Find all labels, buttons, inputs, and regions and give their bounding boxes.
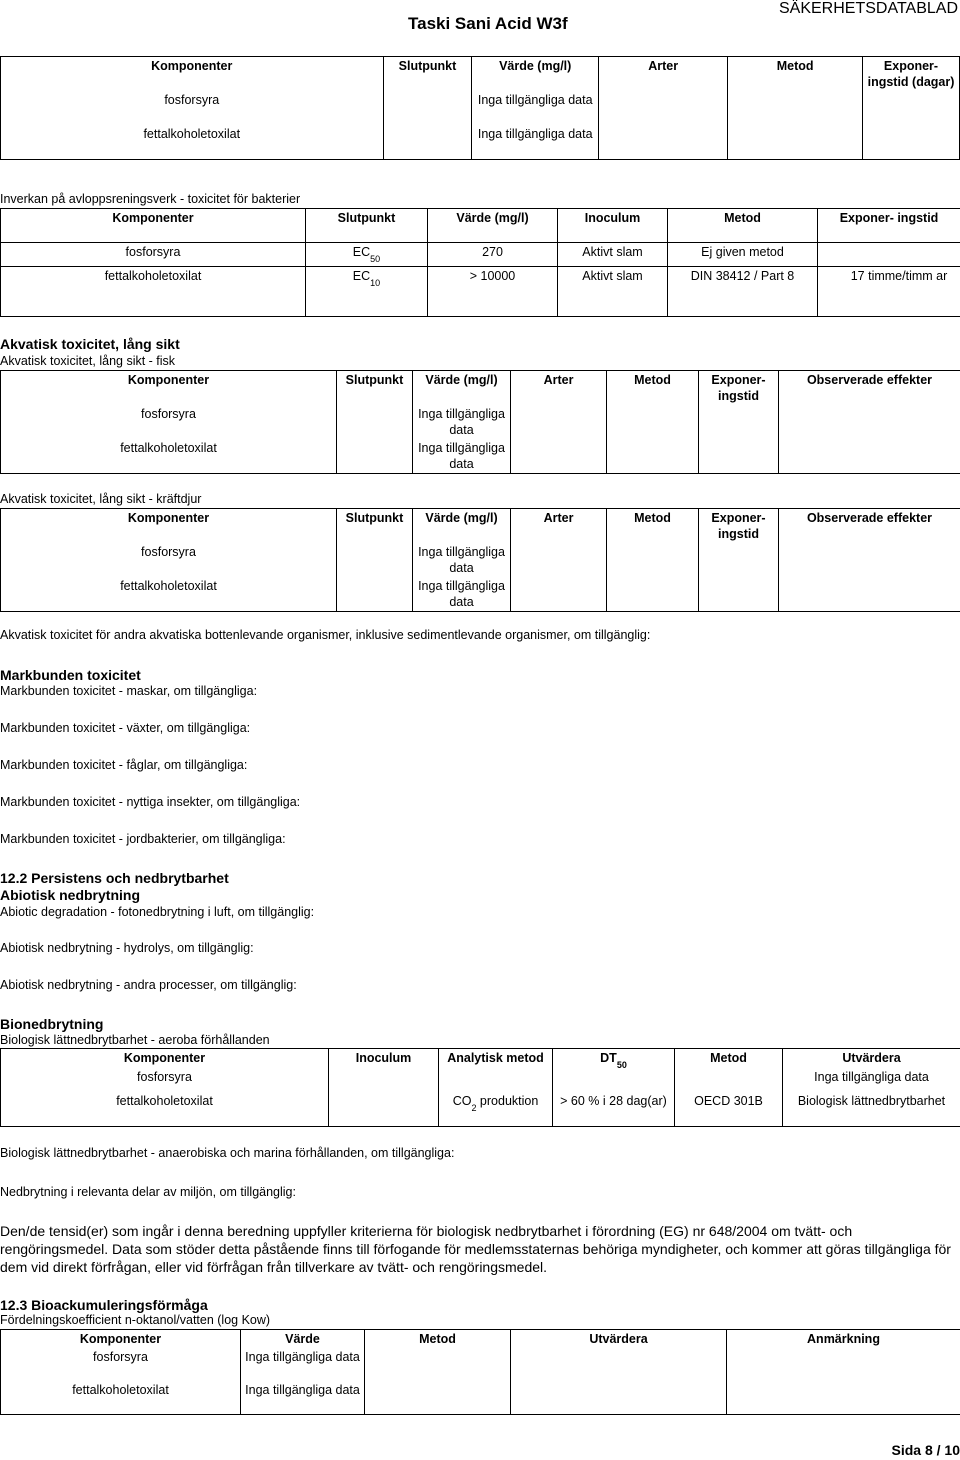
- col-header: Värde (mg/l): [413, 509, 511, 544]
- col-header: Slutpunkt: [306, 209, 428, 243]
- subsection-title: Fördelningskoefficient n-oktanol/vatten (log Kow): [0, 1313, 271, 1327]
- col-header: Komponenter: [1, 509, 337, 544]
- section-heading: 12.3 Bioackumuleringsförmåga: [0, 1297, 208, 1313]
- cell-evaluation: Inga tillgängliga data: [783, 1068, 960, 1092]
- section-heading: 12.2 Persistens och nedbrytbarhet: [0, 870, 229, 886]
- crustacean-longterm-table: [0, 508, 960, 612]
- section-heading: Abiotisk nedbrytning: [0, 887, 140, 903]
- col-header: Exponer- ingstid: [699, 371, 779, 406]
- col-header: Inoculum: [558, 209, 668, 243]
- cell-analysis: $CO_2$ produktion: [439, 1092, 553, 1126]
- table-row: [1, 1092, 960, 1126]
- cell-inoculum: Aktivt slam: [558, 267, 668, 317]
- cell-component: fosforsyra: [1, 405, 337, 439]
- col-header: Metod: [668, 209, 818, 243]
- col-header: Värde (mg/l): [413, 371, 511, 406]
- cell-inoculum: Aktivt slam: [558, 243, 668, 267]
- subsection-title: Biologisk lättnedbrytbarhet - aeroba förhållanden: [0, 1033, 270, 1047]
- section-heading: Bionedbrytning: [0, 1016, 104, 1032]
- cell-method: DIN 38412 / Part 8: [668, 267, 818, 317]
- cell-component: fettalkoholetoxilat: [1, 577, 337, 612]
- col-header: Anmärkning: [727, 1330, 960, 1349]
- table-row: [1, 1381, 960, 1414]
- abiotic-hydrolysis: Abiotisk nedbrytning - hydrolys, om tillgänglig:: [0, 941, 254, 955]
- cell-method: OECD 301B: [675, 1092, 783, 1126]
- degradation-env: Nedbrytning i relevanta delar av miljön, om tillgänglig:: [0, 1185, 296, 1199]
- cell-method: Ej given metod: [668, 243, 818, 267]
- aquatic-toxicity-table: [0, 56, 960, 160]
- col-header: Metod: [365, 1330, 511, 1349]
- col-header: Metod: [607, 371, 699, 406]
- terrestrial-birds: Markbunden toxicitet - fåglar, om tillgängliga:: [0, 758, 248, 772]
- col-header: Komponenter: [1, 209, 306, 243]
- section-heading: Markbunden toxicitet: [0, 667, 141, 683]
- cell-component: fettalkoholetoxilat: [1, 125, 384, 159]
- cell-value: 270: [428, 243, 558, 267]
- cell-component: fosforsyra: [1, 543, 337, 577]
- terrestrial-insects: Markbunden toxicitet - nyttiga insekter, om tillgängliga:: [0, 795, 301, 809]
- cell-value: > 10000: [428, 267, 558, 317]
- cell-value: Inga tillgängliga data: [413, 405, 511, 439]
- col-header: Arter: [511, 509, 607, 544]
- cell-value: Inga tillgängliga data: [413, 439, 511, 474]
- cell-value: Inga tillgängliga data: [241, 1381, 365, 1414]
- cell-exposure: 17 timme/timm ar: [818, 267, 960, 317]
- table-row: [1, 243, 960, 267]
- cell-value: Inga tillgängliga data: [472, 91, 599, 125]
- col-header: Slutpunkt: [337, 509, 413, 544]
- fish-longterm-table: [0, 370, 960, 474]
- table-row: [1, 267, 960, 317]
- surfactant-statement: Den/de tensid(er) som ingår i denna beredning uppfyller kriterierna för biologisk nedbrytbarhet i förordning (EG) nr 648/2004 om tvätt- och rengöringsmedel. Data som stöder detta påstående finns till förfogande för medlemsstaternas behöriga myndigheter, och kommer att göras tillgängliga för dem vid direkt förfrågan, eller vid förfrågan från tillverkare av tvätt- och rengöringsmedel.: [0, 1223, 951, 1275]
- subsection-title: Akvatisk toxicitet, lång sikt - kräftdjur: [0, 492, 202, 506]
- document-title: Taski Sani Acid W3f: [408, 14, 568, 33]
- document-type: SÄKERHETSDATABLAD: [778, 0, 958, 17]
- col-header: Värde (mg/l): [428, 209, 558, 243]
- col-header: Värde (mg/l): [472, 57, 599, 92]
- cell-evaluation: Biologisk lättnedbrytbarhet: [783, 1092, 960, 1126]
- table-row: [1, 439, 960, 474]
- terrestrial-plants: Markbunden toxicitet - växter, om tillgängliga:: [0, 721, 251, 735]
- subsection-title: Akvatisk toxicitet, lång sikt - fisk: [0, 354, 176, 368]
- cell-dt50: > 60 % i 28 dag(ar): [553, 1092, 675, 1126]
- bacteria-toxicity-table: [0, 208, 960, 317]
- section-heading: Akvatisk toxicitet, lång sikt: [0, 336, 180, 352]
- table-row: [1, 405, 960, 439]
- cell-component: fosforsyra: [1, 243, 306, 267]
- cell-value: Inga tillgängliga data: [413, 577, 511, 612]
- col-header: Komponenter: [1, 57, 384, 92]
- table-row: [1, 91, 960, 125]
- biodegradation-table: [0, 1048, 960, 1127]
- col-header: $DT_{50}$: [553, 1049, 675, 1069]
- abiotic-other: Abiotisk nedbrytning - andra processer, om tillgänglig:: [0, 978, 297, 992]
- col-header: Metod: [728, 57, 863, 92]
- table-row: [1, 1348, 960, 1381]
- col-header: Slutpunkt: [383, 57, 472, 92]
- table-row: [1, 1068, 960, 1092]
- kow-table: [0, 1329, 960, 1415]
- cell-component: fettalkoholetoxilat: [1, 267, 306, 317]
- cell-value: Inga tillgängliga data: [241, 1348, 365, 1381]
- col-header: Observerade effekter: [779, 509, 960, 544]
- col-header: Exponer- ingstid (dagar): [863, 57, 960, 92]
- cell-value: Inga tillgängliga data: [472, 125, 599, 159]
- cell-component: fettalkoholetoxilat: [1, 1381, 241, 1414]
- col-header: Inoculum: [329, 1049, 439, 1069]
- col-header: Metod: [675, 1049, 783, 1069]
- col-header: Analytisk metod: [439, 1049, 553, 1069]
- col-header: Utvärdera: [783, 1049, 960, 1069]
- col-header: Metod: [607, 509, 699, 544]
- col-header: Arter: [511, 371, 607, 406]
- cell-component: fettalkoholetoxilat: [1, 439, 337, 474]
- benthic-text: Akvatisk toxicitet för andra akvatiska bottenlevande organismer, inklusive sedimentlevande organismer, om tillgänglig:: [0, 628, 651, 642]
- cell-component: fosforsyra: [1, 1348, 241, 1381]
- col-header: Arter: [599, 57, 728, 92]
- table-row: [1, 543, 960, 577]
- abiotic-photo: Abiotic degradation - fotonedbrytning i luft, om tillgänglig:: [0, 905, 315, 919]
- cell-component: fosforsyra: [1, 1068, 329, 1092]
- bio-anaerobic: Biologisk lättnedbrytbarhet - anaerobiska och marina förhållanden, om tillgängliga:: [0, 1146, 455, 1160]
- terrestrial-soil: Markbunden toxicitet - jordbakterier, om tillgängliga:: [0, 832, 286, 846]
- col-header: Utvärdera: [511, 1330, 727, 1349]
- bacteria-section-title: Inverkan på avloppsreningsverk - toxicitet för bakterier: [0, 192, 301, 206]
- cell-value: Inga tillgängliga data: [413, 543, 511, 577]
- cell-endpoint: $EC_{50}$: [306, 243, 428, 267]
- cell-component: fosforsyra: [1, 91, 384, 125]
- page-number: Sida 8 / 10: [891, 1442, 960, 1458]
- cell-component: fettalkoholetoxilat: [1, 1092, 329, 1126]
- col-header: Värde: [241, 1330, 365, 1349]
- cell-endpoint: $EC_{10}$: [306, 267, 428, 317]
- table-row: [1, 125, 960, 159]
- col-header: Komponenter: [1, 1330, 241, 1349]
- col-header: Exponer- ingstid: [699, 509, 779, 544]
- col-header: Komponenter: [1, 1049, 329, 1069]
- terrestrial-worms: Markbunden toxicitet - maskar, om tillgängliga:: [0, 684, 258, 698]
- col-header: Slutpunkt: [337, 371, 413, 406]
- table-row: [1, 577, 960, 612]
- col-header: Observerade effekter: [779, 371, 960, 406]
- col-header: Exponer- ingstid: [818, 209, 960, 243]
- col-header: Komponenter: [1, 371, 337, 406]
